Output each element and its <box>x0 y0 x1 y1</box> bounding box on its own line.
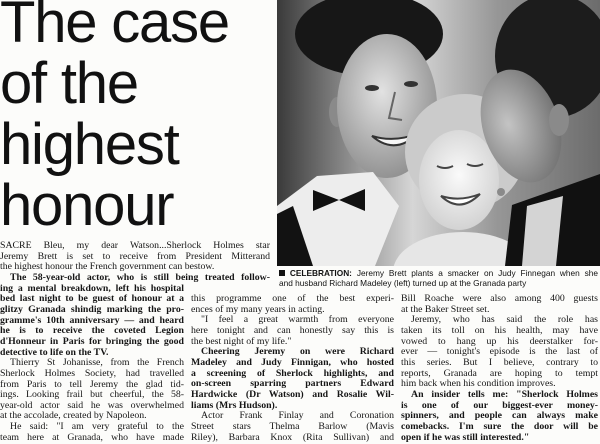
text-line: him back when his condition improves. <box>401 378 556 390</box>
paragraph <box>191 294 394 315</box>
headline <box>0 0 272 236</box>
left-man-eye <box>404 81 418 87</box>
headline-line: of the <box>0 51 138 116</box>
text-line: Sherlock Holmes Society, had travelled <box>0 367 184 379</box>
text-line: Street stars Thelma Barlow (Mavis <box>191 420 394 432</box>
text-line: this programme one of the best experi- <box>191 293 394 304</box>
text-line: Hardwicke (Dr Watson) and Rosalie Wil- <box>191 388 394 400</box>
text-line: the highest honour the French government can bestow. <box>0 261 215 273</box>
paragraph <box>401 390 598 443</box>
caption-text: Jeremy Brett plants a smacker on Judy Finnegan when she <box>356 268 598 278</box>
text-line: d'Honneur in Paris for bringing the good <box>0 335 184 347</box>
text-line: Cheering Jeremy on were Richard <box>201 346 394 358</box>
paragraph <box>191 315 394 347</box>
text-line: Jeremy Brett is set to receive from President Mitterand <box>0 250 270 262</box>
photo-caption <box>279 268 598 289</box>
text-line: ings. Looking frail but cheerful, the 58- <box>0 389 184 401</box>
right-man-shirt <box>522 196 563 266</box>
text-line: glitzy Granada shindig marking the pro- <box>0 303 184 315</box>
text-line: taken its toll on his health, may have <box>401 324 598 336</box>
article-lead <box>0 241 270 284</box>
text-line: He said: "I am very grateful to the <box>10 421 184 433</box>
text-line: ever — tonight's episode is the last of <box>401 346 598 358</box>
text-line: the best night of my life." <box>191 335 292 347</box>
text-line: is one of our biggest-ever money- <box>401 399 598 411</box>
text-line: comebacks. I'm sure the door will be <box>401 420 598 432</box>
article-column-3 <box>401 294 598 443</box>
paragraph <box>401 315 598 390</box>
text-line: gramme's 10th anniversary — and heard <box>0 314 184 326</box>
headline-line: honour <box>0 173 174 238</box>
text-line: at the Baker Street set. <box>401 303 490 315</box>
text-line: a screening of Sherlock highlights, and <box>191 367 394 379</box>
left-man-eye <box>365 85 379 91</box>
paragraph <box>0 241 270 273</box>
paragraph <box>0 422 184 443</box>
text-line: from Paris to tell Jeremy the glad tid- <box>0 378 184 390</box>
right-man-ear <box>549 104 569 136</box>
text-line: on-screen sparring partners Edward <box>191 378 394 390</box>
paragraph <box>0 284 184 359</box>
article-photo <box>277 0 600 266</box>
text-line: he is to receive the coveted Legion <box>0 325 184 337</box>
text-line: An insider tells me: "Sherlock Holmes <box>411 388 598 400</box>
headline-line: highest <box>0 112 179 177</box>
text-line: Actor Frank Finlay and Coronation <box>201 410 394 422</box>
text-line: Madeley and Judy Finnigan, who hosted <box>191 356 394 368</box>
text-line: liams (Mrs Hudson). <box>191 399 278 411</box>
caption-line <box>279 278 598 288</box>
paragraph <box>0 358 184 422</box>
paragraph <box>401 294 598 315</box>
woman-earring <box>497 188 505 196</box>
text-line: Jeremy, who has said the role has <box>411 314 598 326</box>
text-line: team here at Granada, who have made <box>0 431 184 443</box>
text-line: here tonight and can honestly say this is <box>191 324 394 336</box>
text-line: The 58-year-old actor, who is still being treated follow- <box>10 271 270 283</box>
caption-text: and husband Richard Madeley (left) turned up at the Granada party <box>279 278 527 289</box>
article-column-1 <box>0 284 184 444</box>
square-bullet-icon <box>279 270 285 276</box>
text-line: this series. But I believe, contrary to <box>401 356 598 368</box>
text-line: bed last night to be guest of honour at a <box>0 293 184 305</box>
text-line: Thierry St Johanisse, from the French <box>10 357 184 369</box>
text-line: Bill Roache were also among 400 guests <box>401 293 598 304</box>
caption-line <box>279 268 598 278</box>
caption-label: CELEBRATION: <box>289 268 352 278</box>
article-column-2 <box>191 294 394 443</box>
text-line: ences of my many years in acting. <box>191 303 325 315</box>
text-line: Riley), Barbara Knox (Rita Sullivan) and <box>191 431 394 443</box>
text-line: open if he was still interested." <box>401 431 530 443</box>
paragraph <box>191 347 394 411</box>
text-line: reports, Granada are hoping to tempt <box>401 367 598 379</box>
text-line: "I feel a great warmth from everyone <box>201 314 394 326</box>
text-line: SACRE Bleu, my dear Watson...Sherlock Holmes star <box>0 240 270 251</box>
text-line: year-old actor said he was overwhelmed <box>0 399 184 411</box>
text-line: ing a mental breakdown, left his hospital <box>0 282 184 294</box>
headline-line: The case <box>0 0 229 55</box>
text-line: vowed to hang up his deerstalker for- <box>401 335 598 347</box>
paragraph <box>191 411 394 443</box>
text-line: spinners, and people can always make <box>401 410 598 422</box>
text-line: detective to life on the TV. <box>0 346 109 358</box>
woman-face <box>419 130 499 230</box>
text-line: at the accolade, created by Napoleon. <box>0 410 147 422</box>
